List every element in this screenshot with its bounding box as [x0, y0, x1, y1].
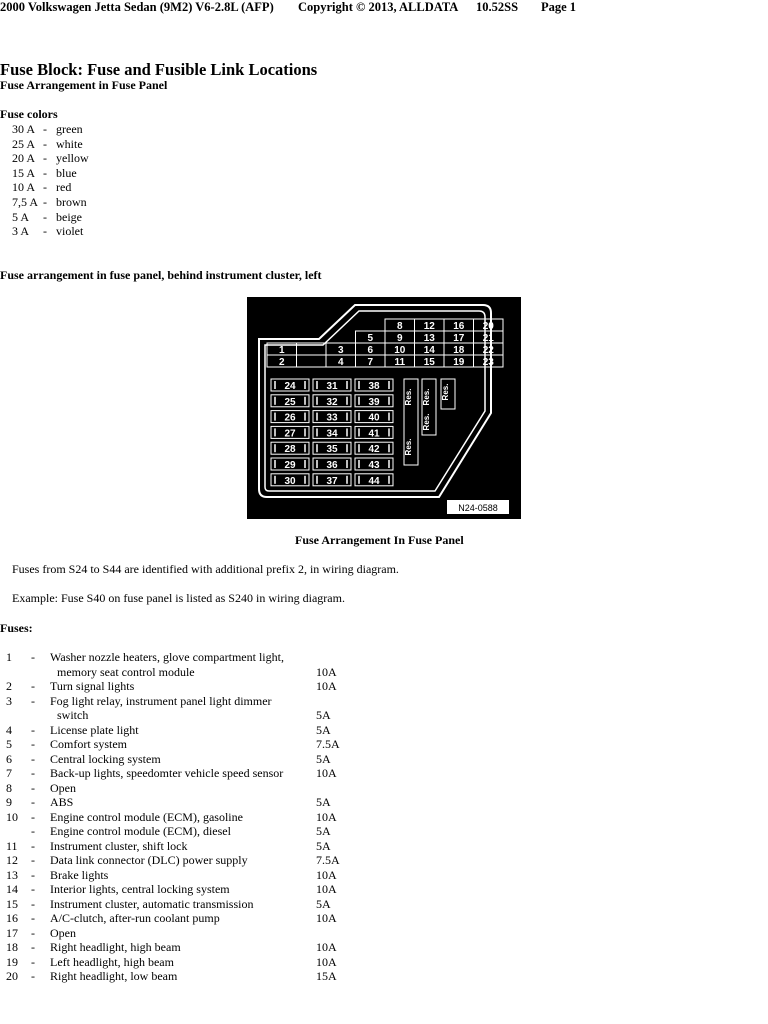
fuse-color-name: blue — [56, 165, 77, 180]
fuse-dash: - — [31, 954, 35, 969]
fuse-dash: - — [31, 853, 35, 867]
reserve-label: Res. — [422, 388, 431, 406]
fuse-color-dash: - — [43, 136, 47, 151]
fuse-description-line: Turn signal lights — [50, 679, 135, 693]
fuse-amperage: 5A — [316, 896, 331, 911]
fuse-row — [0, 911, 460, 926]
fuse-row — [0, 650, 460, 679]
fuse-row — [0, 810, 460, 825]
fuse-dash: - — [31, 911, 35, 925]
fuse-color-name: green — [56, 122, 83, 136]
fuse-row — [0, 737, 460, 752]
fuse-number: 1 — [6, 650, 12, 664]
fuse-list — [0, 650, 460, 984]
fuse-amperage: 5A — [316, 838, 331, 853]
page-title: Fuse Block: Fuse and Fusible Link Locations — [0, 60, 318, 79]
fuse-amperage: 10A — [316, 940, 337, 954]
fuse-number-label: 36 — [326, 460, 338, 471]
fuse-dash: - — [31, 693, 35, 708]
fuse-number-label: 37 — [326, 475, 338, 487]
fuse-number: 2 — [6, 679, 12, 693]
fuse-color-name: red — [56, 180, 72, 195]
panel-heading: Fuse arrangement in fuse panel, behind instrument cluster, left — [0, 268, 322, 282]
fuse-number: 15 — [6, 896, 18, 911]
fuse-description — [50, 824, 306, 839]
fuse-dash: - — [31, 679, 35, 693]
fuse-amperage: 7.5A — [316, 737, 340, 751]
fuse-color-dash: - — [43, 209, 47, 224]
fuse-number-label: 43 — [368, 460, 380, 471]
fuse-dash: - — [31, 766, 35, 780]
note-prefix: Fuses from S24 to S44 are identified with additional prefix 2, in wiring diagram. — [12, 562, 399, 576]
page-header — [0, 0, 768, 16]
fuse-number: 18 — [6, 940, 18, 954]
fuse-number: 4 — [6, 722, 12, 737]
fuse-description — [50, 868, 306, 883]
fuse-description-line: Data link connector (DLC) power supply — [50, 853, 248, 867]
fuse-description-line: A/C-clutch, after-run coolant pump — [50, 911, 220, 925]
fuse-row — [0, 781, 460, 796]
fuse-description-line: Right headlight, high beam — [50, 940, 181, 954]
fuse-description-line: Open — [50, 780, 76, 795]
fuse-description — [50, 969, 306, 984]
fuse-number-label: 2 — [278, 357, 285, 368]
fuse-description — [50, 694, 306, 723]
fuse-number-label: 38 — [368, 381, 380, 392]
fuse-dash: - — [31, 925, 35, 940]
fuse-dash: - — [31, 809, 35, 824]
fuse-color-amps: 15 A — [12, 165, 36, 180]
fuse-number-label: 13 — [423, 333, 435, 344]
fuse-number: 17 — [6, 925, 18, 940]
fuse-number: 3 — [6, 693, 12, 708]
fuse-description-continuation: switch — [57, 708, 89, 722]
fuse-color-amps: 7,5 A — [12, 194, 39, 209]
fuse-number-label: 29 — [284, 460, 296, 471]
fuse-description-continuation: memory seat control module — [57, 664, 195, 679]
fuse-row — [0, 795, 460, 810]
fuse-number-label: 12 — [423, 321, 435, 332]
fuse-number-label: 9 — [396, 333, 403, 344]
fuse-color-dash: - — [43, 180, 47, 195]
fuse-number: 9 — [6, 795, 12, 809]
fuse-dash: - — [31, 896, 35, 911]
fuse-row — [0, 766, 460, 781]
fuse-number: 14 — [6, 882, 18, 896]
fuse-description-line: Interior lights, central locking system — [50, 882, 230, 896]
fuse-dash: - — [31, 722, 35, 737]
fuse-number: 5 — [6, 737, 12, 751]
fuse-row — [0, 926, 460, 941]
fuse-dash: - — [31, 824, 35, 838]
fuse-color-dash: - — [43, 224, 47, 239]
fuse-description — [50, 650, 306, 679]
fuse-dash: - — [31, 751, 35, 766]
fuse-number-label: 27 — [284, 428, 296, 440]
fuse-amperage: 10A — [316, 867, 337, 882]
fuse-amperage: 5A — [316, 708, 331, 722]
fuse-description — [50, 955, 306, 970]
fuse-number-label: 16 — [453, 321, 465, 332]
fuse-description-line: Fog light relay, instrument panel light dimmer — [50, 693, 272, 708]
fuse-number-label: 31 — [326, 381, 338, 392]
fuse-description — [50, 839, 306, 854]
fuse-amperage: 5A — [316, 722, 331, 737]
copyright: Copyright © 2013, ALLDATA — [298, 0, 459, 14]
fuse-number-label: 44 — [368, 475, 380, 487]
fuse-description-line: Washer nozzle heaters, glove compartment light, — [50, 650, 284, 664]
fuse-description-line: Engine control module (ECM), gasoline — [50, 809, 243, 824]
fuse-description-line: Central locking system — [50, 751, 161, 766]
fuse-number-label: 41 — [368, 428, 380, 440]
fuse-number: 16 — [6, 911, 18, 925]
version: 10.52SS — [476, 0, 519, 14]
fuse-description-line: ABS — [50, 795, 74, 809]
fuse-amperage: 10A — [316, 911, 337, 925]
fuse-number-label: 28 — [284, 444, 296, 456]
fuse-number-label: 40 — [368, 412, 380, 424]
fuse-row — [0, 897, 460, 912]
fuse-description — [50, 795, 306, 810]
fuse-description-line: Right headlight, low beam — [50, 969, 178, 983]
fuse-row — [0, 868, 460, 883]
fuse-color-amps: 3 A — [12, 224, 30, 239]
fuse-description — [50, 882, 306, 897]
fuse-number-label: 39 — [368, 396, 380, 408]
fuse-number-label: 24 — [284, 381, 296, 392]
fuse-description — [50, 679, 306, 694]
fuse-description — [50, 781, 306, 796]
fuse-number-label: 5 — [367, 333, 374, 344]
fuse-color-name: white — [56, 136, 83, 151]
fuse-number-label: 19 — [453, 357, 465, 368]
fuse-color-name: brown — [56, 194, 87, 209]
fuse-dash: - — [31, 940, 35, 954]
fuse-dash: - — [31, 795, 35, 809]
fuse-number-label: 30 — [284, 475, 296, 487]
fuse-row — [0, 679, 460, 694]
fuse-description-line: Open — [50, 925, 76, 940]
fuse-panel-diagram — [247, 297, 521, 519]
fuse-dash: - — [31, 882, 35, 896]
vehicle-title: 2000 Volkswagen Jetta Sedan (9M2) V6-2.8L (AFP) — [0, 0, 274, 14]
fuse-number-label: 4 — [337, 357, 344, 368]
fuse-color-name: violet — [56, 224, 84, 239]
fuse-color-amps: 10 A — [12, 180, 36, 195]
note-example: Example: Fuse S40 on fuse panel is listed as S240 in wiring diagram. — [12, 591, 345, 605]
fuse-number-label: 11 — [394, 357, 406, 368]
fuse-row — [0, 940, 460, 955]
fuse-description-line: Back-up lights, speedomter vehicle speed sensor — [50, 766, 284, 780]
fuse-amperage: 5A — [316, 824, 331, 838]
fuse-amperage: 10A — [316, 679, 337, 693]
fuse-number: 6 — [6, 751, 12, 766]
fuse-dash: - — [31, 780, 35, 795]
fuse-color-dash: - — [43, 165, 47, 180]
fuse-row — [0, 752, 460, 767]
fuses-heading: Fuses: — [0, 621, 33, 635]
fuse-color-dash: - — [43, 122, 47, 136]
fuse-amperage: 10A — [316, 954, 337, 969]
page-number: Page 1 — [541, 0, 577, 14]
fuse-description — [50, 911, 306, 926]
fuse-slot — [297, 355, 327, 367]
fuse-description — [50, 897, 306, 912]
fuse-number-label: 34 — [326, 428, 338, 440]
fuse-number-label: 1 — [278, 345, 285, 356]
diagram-code: N24-0588 — [458, 503, 498, 513]
fuse-number-label: 23 — [482, 357, 494, 368]
fuse-number-label: 21 — [482, 333, 494, 344]
fuse-amperage: 5A — [316, 795, 331, 809]
fuse-dash: - — [31, 650, 35, 664]
fuse-description — [50, 926, 306, 941]
fuse-color-amps: 20 A — [12, 151, 36, 166]
fuse-row — [0, 882, 460, 897]
fuse-description — [50, 853, 306, 868]
fuse-description — [50, 752, 306, 767]
fuse-row — [0, 824, 460, 839]
fuse-number: 12 — [6, 853, 18, 867]
fuse-number-label: 18 — [453, 345, 465, 356]
fuse-row — [0, 955, 460, 970]
fuse-description-line: Brake lights — [50, 867, 109, 882]
fuse-amperage: 7.5A — [316, 853, 340, 867]
fuse-amperage: 5A — [316, 751, 331, 766]
fuse-number-label: 33 — [326, 412, 338, 424]
fuse-number: 11 — [6, 838, 18, 853]
fuse-amperage: 10A — [316, 664, 337, 679]
fuse-description — [50, 737, 306, 752]
fuse-dash: - — [31, 867, 35, 882]
fuse-number-label: 22 — [482, 345, 494, 356]
fuse-number: 13 — [6, 867, 18, 882]
fuse-number-label: 42 — [368, 444, 380, 456]
fuse-amperage: 10A — [316, 882, 337, 896]
fuse-number-label: 20 — [482, 321, 494, 332]
fuse-dash: - — [31, 969, 35, 983]
fuse-row — [0, 969, 460, 984]
fuse-color-amps: 25 A — [12, 136, 36, 151]
fuse-number-label: 8 — [396, 321, 403, 332]
fuse-description-line: Instrument cluster, shift lock — [50, 838, 188, 853]
fuse-dash: - — [31, 838, 35, 853]
fuse-row — [0, 839, 460, 854]
fuse-description — [50, 940, 306, 955]
fuse-number: 20 — [6, 969, 18, 983]
fuse-number-label: 14 — [423, 345, 435, 356]
fuse-number: 19 — [6, 954, 18, 969]
fuse-description — [50, 810, 306, 825]
fuse-number-label: 10 — [394, 345, 406, 356]
fuse-amperage: 10A — [316, 809, 337, 824]
fuse-description-line: Left headlight, high beam — [50, 954, 174, 969]
fuse-number-label: 7 — [367, 357, 374, 368]
fuse-dash: - — [31, 737, 35, 751]
reserve-label: Res. — [422, 413, 431, 431]
fuse-color-amps: 5 A — [12, 209, 30, 224]
fuse-color-name: beige — [56, 209, 82, 224]
fuse-description-line: Instrument cluster, automatic transmission — [50, 896, 254, 911]
reserve-label: Res. — [404, 388, 413, 406]
fuse-color-amps: 30 A — [12, 122, 36, 136]
fuse-number-label: 26 — [284, 412, 296, 424]
fuse-color-dash: - — [43, 194, 47, 209]
fuse-number-label: 17 — [453, 333, 465, 344]
fuse-color-dash: - — [43, 151, 47, 166]
fuse-color-name: yellow — [56, 151, 89, 166]
fuse-number-label: 35 — [326, 444, 338, 456]
fuse-description — [50, 723, 306, 738]
fuse-row — [0, 723, 460, 738]
fuse-description-line: Engine control module (ECM), diesel — [50, 824, 231, 838]
fuse-amperage: 10A — [316, 766, 337, 780]
reserve-label: Res. — [441, 383, 450, 401]
reserve-label: Res. — [404, 438, 413, 456]
fuse-amperage: 15A — [316, 969, 337, 983]
fuse-number-label: 15 — [423, 357, 435, 368]
fuse-number-label: 6 — [367, 345, 374, 356]
fuse-number-label: 25 — [284, 396, 296, 408]
fuse-number-label: 3 — [337, 345, 344, 356]
fuse-row — [0, 694, 460, 723]
fuse-description-line: Comfort system — [50, 737, 127, 751]
fuse-number: 10 — [6, 809, 18, 824]
fuse-number: 8 — [6, 780, 12, 795]
fuse-colors-heading: Fuse colors — [0, 107, 58, 121]
page-subtitle: Fuse Arrangement in Fuse Panel — [0, 78, 168, 92]
diagram-caption: Fuse Arrangement In Fuse Panel — [295, 533, 464, 547]
fuse-description-line: License plate light — [50, 722, 139, 737]
fuse-row — [0, 853, 460, 868]
fuse-description — [50, 766, 306, 781]
fuse-number-label: 32 — [326, 396, 338, 408]
fuse-number: 7 — [6, 766, 12, 780]
